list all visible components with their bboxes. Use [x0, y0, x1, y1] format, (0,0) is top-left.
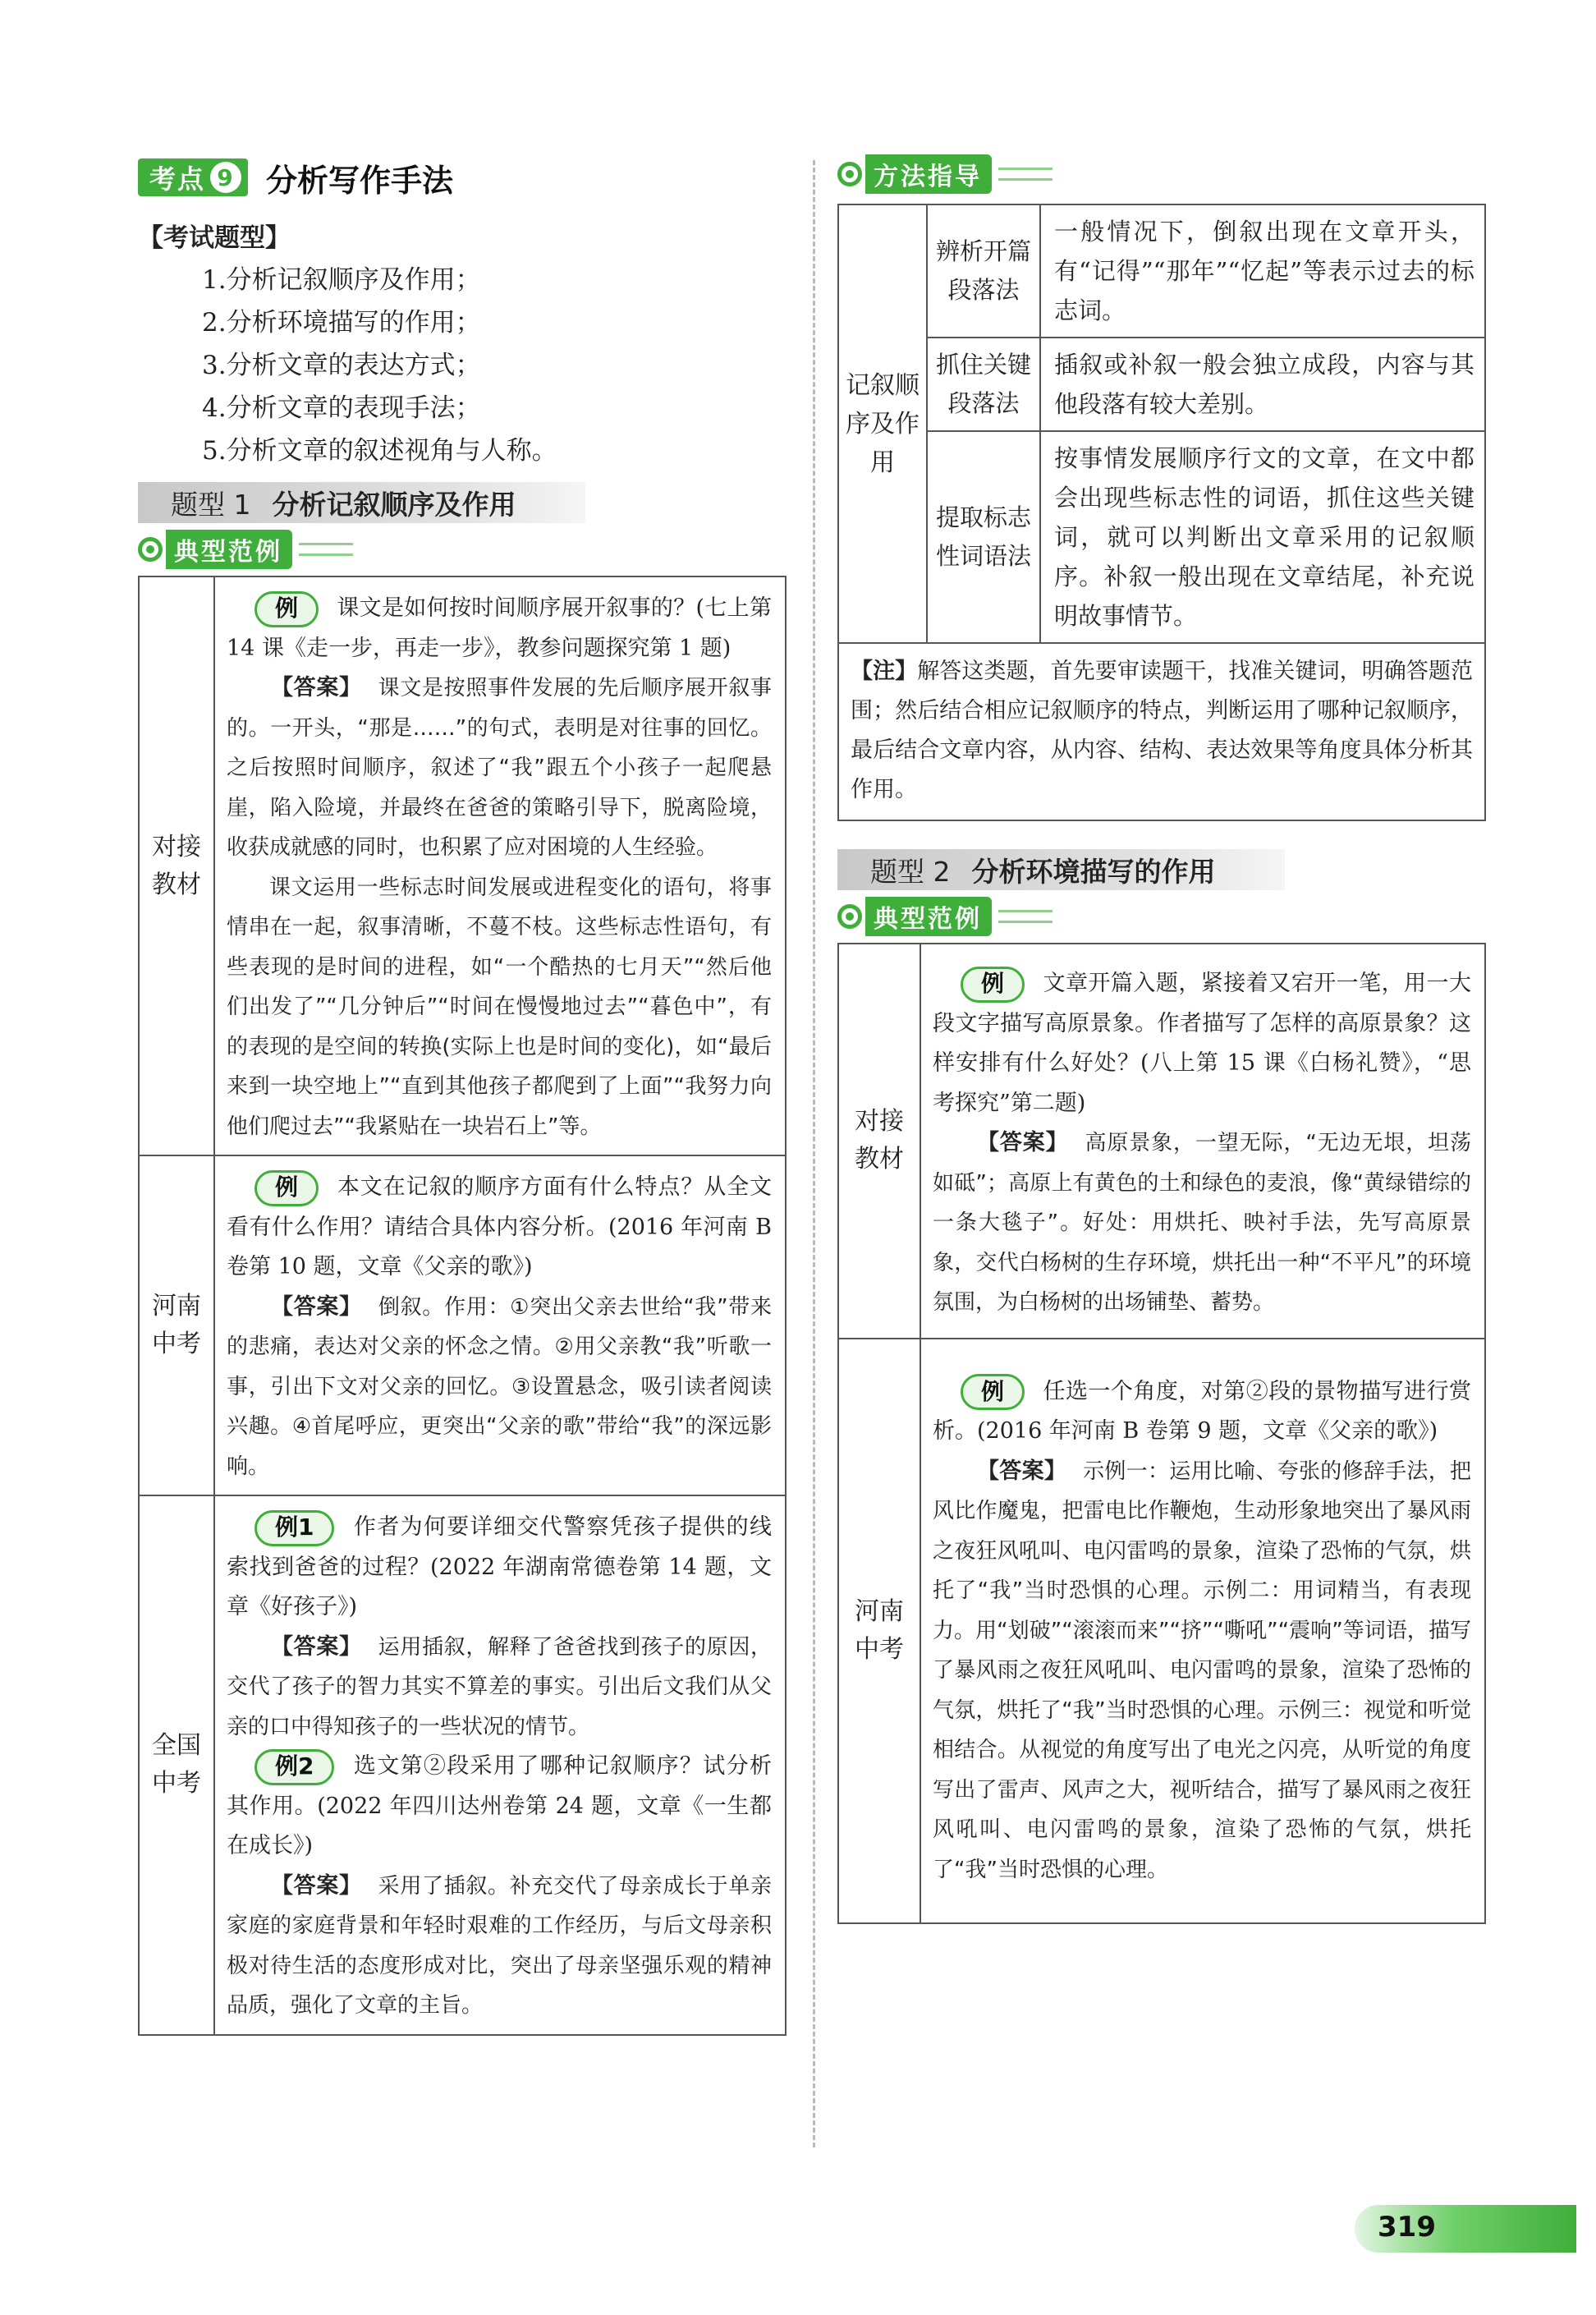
table-row [139, 1495, 786, 2035]
table-row [838, 944, 1485, 1339]
example-badge: 例 [255, 1170, 319, 1206]
right-column [837, 156, 1486, 1924]
type2-title: 分析环境描写的作用 [971, 855, 1216, 888]
type1-title: 分析记叙顺序及作用 [272, 488, 516, 521]
question-types-heading: 【考试题型】 [138, 223, 291, 253]
example-answer [933, 1123, 1471, 1323]
example-question [933, 1372, 1471, 1452]
method-tag-label: 方法指导 [865, 154, 992, 194]
tag-bullet-icon [837, 162, 862, 186]
example-question [227, 1168, 772, 1288]
question-text: 课文是如何按时间顺序展开叙事的？(七上第 14 课《走一步，再走一步》，教参问题探究第 1 题) [227, 595, 772, 661]
answer-tag: 【答案】 [977, 1458, 1067, 1484]
answer-tag: 【答案】 [271, 675, 362, 700]
example-question [227, 1747, 772, 1867]
question-text: 文章开篇入题，紧接着又宕开一笔，用一大段文字描写高原景象。作者描写了怎样的高原景象？这样安排有什么好处？(八上第 15 课《白杨礼赞》，“思考探究”第二题) [933, 971, 1471, 1116]
example-question [227, 589, 772, 668]
tag-lines-icon [299, 543, 353, 556]
table-row [838, 643, 1485, 820]
list-item: 2.分析环境描写的作用； [202, 308, 481, 338]
kaodian-badge [138, 158, 248, 196]
table-row [838, 431, 1485, 643]
tag-bullet-icon [138, 537, 163, 562]
list-item: 3.分析文章的表达方式； [202, 351, 481, 380]
example-cell [920, 1339, 1485, 1924]
example-question [227, 1508, 772, 1628]
note-text: 解答这类题，首先要审读题干，找准关键词，明确答题范围；然后结合相应记叙顺序的特点，判断运用了哪种记叙顺序，最后结合文章内容，从内容、结构、表达效果等角度具体分析其作用。 [851, 659, 1474, 802]
left-column [138, 156, 787, 2036]
example-answer [933, 1452, 1471, 1890]
example-answer [227, 1628, 772, 1748]
table-row [838, 1339, 1485, 1924]
method-sub: 提取标志性词语法 [927, 431, 1040, 643]
category-cell: 河南中考 [838, 1339, 920, 1924]
type2-example-tag [837, 898, 1486, 935]
kaodian-header [138, 156, 787, 199]
category-cell: 对接教材 [838, 944, 920, 1339]
table-row [139, 1155, 786, 1495]
method-category: 记叙顺序及作用 [838, 204, 927, 643]
example-answer [227, 1867, 772, 2026]
method-table [837, 204, 1486, 821]
list-item: 1.分析记叙顺序及作用； [202, 265, 481, 295]
type2-example-table [837, 943, 1486, 1924]
answer-tag: 【答案】 [271, 1633, 362, 1660]
table-row [838, 338, 1485, 431]
column-divider [813, 160, 815, 2147]
example-badge: 例2 [255, 1749, 334, 1785]
example-badge: 例 [961, 967, 1025, 1003]
method-text: 插叙或补叙一般会独立成段，内容与其他段落有较大差别。 [1040, 338, 1485, 431]
example-cell [214, 1155, 786, 1495]
type2-tag-label: 典型范例 [865, 897, 992, 936]
list-item: 5.分析文章的叙述视角与人称。 [202, 436, 557, 466]
kaodian-title: 分析写作手法 [266, 162, 454, 199]
answer-tag: 【答案】 [271, 1872, 362, 1899]
type2-heading [837, 849, 1285, 890]
kaodian-number: 9 [210, 162, 241, 193]
answer-text: 课文是按照事件发展的先后顺序展开叙事的。一开头，“那是……”的句式，表明是对往事的回忆。之后按照时间顺序，叙述了“我”跟五个小孩子一起爬悬崖，陷入险境，并最终在爸爸的策略引导下，脱离险境，收获成就感的同时，也积累了应对困境的人生经验。 [227, 676, 772, 860]
example-cell [214, 1495, 786, 2035]
method-text: 按事情发展顺序行文的文章，在文中都会出现些标志性的词语，抓住这些关键词，就可以判断出文章采用的记叙顺序。补叙一般出现在文章结尾，补充说明故事情节。 [1040, 431, 1485, 643]
category-cell: 对接教材 [139, 576, 214, 1155]
type2-number: 题型 2 [870, 855, 951, 888]
question-text: 选文第②段采用了哪种记叙顺序？试分析其作用。(2022 年四川达州卷第 24 题，文章《一生都在成长》) [227, 1753, 772, 1858]
question-text: 作者为何要详细交代警察凭孩子提供的线索找到爸爸的过程？(2022 年湖南常德卷第 14 题，文章《好孩子》) [227, 1514, 772, 1619]
example-answer [227, 668, 772, 868]
tag-lines-icon [998, 168, 1053, 181]
example-badge: 例 [961, 1374, 1025, 1410]
type1-example-table [138, 576, 787, 2036]
answer-text: 示例一：运用比喻、夸张的修辞手法，把风比作魔鬼，把雷电比作鞭炮，生动形象地突出了暴风雨之夜狂风吼叫、电闪雷鸣的景象，渲染了恐怖的气氛，烘托了“我”当时恐惧的心理。示例二：用词精当，有表现力。用“划破”“滚滚而来”“挤”“嘶吼”“震响”等词语，描写了暴风雨之夜狂风吼叫、电闪雷鸣的景象，渲染了恐怖的气氛，烘托了“我”当时恐惧的心理。示例三：视觉和听觉相结合。从视觉的角度写出了电光之闪亮，从听觉的角度写出了雷声、风声之大，视听结合，描写了暴风雨之夜狂风吼叫、电闪雷鸣的景象，渲染了恐怖的气氛，烘托了“我”当时恐惧的心理。 [933, 1458, 1471, 1882]
method-sub: 辨析开篇段落法 [927, 204, 1040, 338]
answer-tag: 【答案】 [271, 1293, 362, 1320]
method-sub: 抓住关键段落法 [927, 338, 1040, 431]
answer-tag: 【答案】 [977, 1130, 1069, 1155]
example-answer [227, 1288, 772, 1487]
example-badge: 例 [255, 591, 319, 627]
category-cell: 河南中考 [139, 1155, 214, 1495]
answer-text: 运用插叙，解释了爸爸找到孩子的原因，交代了孩子的智力其实不算差的事实。引出后文我们从父亲的口中得知孩子的一些状况的情节。 [227, 1634, 772, 1739]
example-question [933, 964, 1471, 1123]
example-cell [920, 944, 1485, 1339]
category-cell: 全国中考 [139, 1495, 214, 2035]
note-tag: 【注】 [851, 659, 918, 684]
page-number: 319 [1378, 2211, 1436, 2244]
kaodian-label: 考点 [149, 163, 206, 195]
answer-text: 倒叙。作用：①突出父亲去世给“我”带来的悲痛，表达对父亲的怀念之情。②用父亲教“我”听歌一事，引出下文对父亲的回忆。③设置悬念，吸引读者阅读兴趣。④首尾呼应，更突出“父亲的歌”带给“我”的深远影响。 [227, 1294, 773, 1479]
question-text: 任选一个角度，对第②段的景物描写进行赏析。(2016 年河南 B 卷第 9 题，文章《父亲的歌》) [933, 1378, 1471, 1444]
type1-heading [138, 482, 585, 523]
answer-text: 采用了插叙。补充交代了母亲成长于单亲家庭的家庭背景和年轻时艰难的工作经历，与后文母亲积极对待生活的态度形成对比，突出了母亲坚强乐观的精神品质，强化了文章的主旨。 [227, 1873, 772, 2018]
answer-extra: 课文运用一些标志时间发展或进程变化的语句，将事情串在一起，叙事清晰，不蔓不枝。这些标志性语句，有些表现的是时间的进程，如“一个酷热的七月天”“然后他们出发了”“几分钟后”“时间在慢慢地过去”“暮色中”，有的表现的是空间的转换(实际上也是时间的变化)，如“最后来到一块空地上”“直到其他孩子都爬到了上面”“我努力向他们爬过去”“我紧贴在一块岩石上”等。 [227, 875, 772, 1139]
type1-example-tag [138, 531, 787, 567]
page-number-badge [1355, 2205, 1576, 2253]
tag-bullet-icon [837, 904, 862, 929]
table-row [838, 204, 1485, 338]
method-note [838, 643, 1485, 820]
method-text: 一般情况下，倒叙出现在文章开头，有“记得”“那年”“忆起”等表示过去的标志词。 [1040, 204, 1485, 338]
example-badge: 例1 [255, 1510, 334, 1546]
list-item: 4.分析文章的表现手法； [202, 393, 481, 423]
tag-lines-icon [998, 910, 1053, 923]
example-cell [214, 576, 786, 1155]
method-tag [837, 156, 1486, 192]
question-types-list [138, 259, 787, 472]
answer-text: 高原景象，一望无际，“无边无垠，坦荡如砥”；高原上有黄色的土和绿色的麦浪，像“黄绿错综的一条大毯子”。好处：用烘托、映衬手法，先写高原景象，交代白杨树的生存环境，烘托出一种“不平凡”的环境氛围，为白杨树的出场铺垫、蓄势。 [933, 1131, 1471, 1315]
type1-tag-label: 典型范例 [166, 530, 292, 569]
type1-number: 题型 1 [171, 488, 251, 521]
question-text: 本文在记叙的顺序方面有什么特点？从全文看有什么作用？请结合具体内容分析。(2016 年河南 B 卷第 10 题，文章《父亲的歌》) [227, 1174, 772, 1279]
table-row [139, 576, 786, 1155]
